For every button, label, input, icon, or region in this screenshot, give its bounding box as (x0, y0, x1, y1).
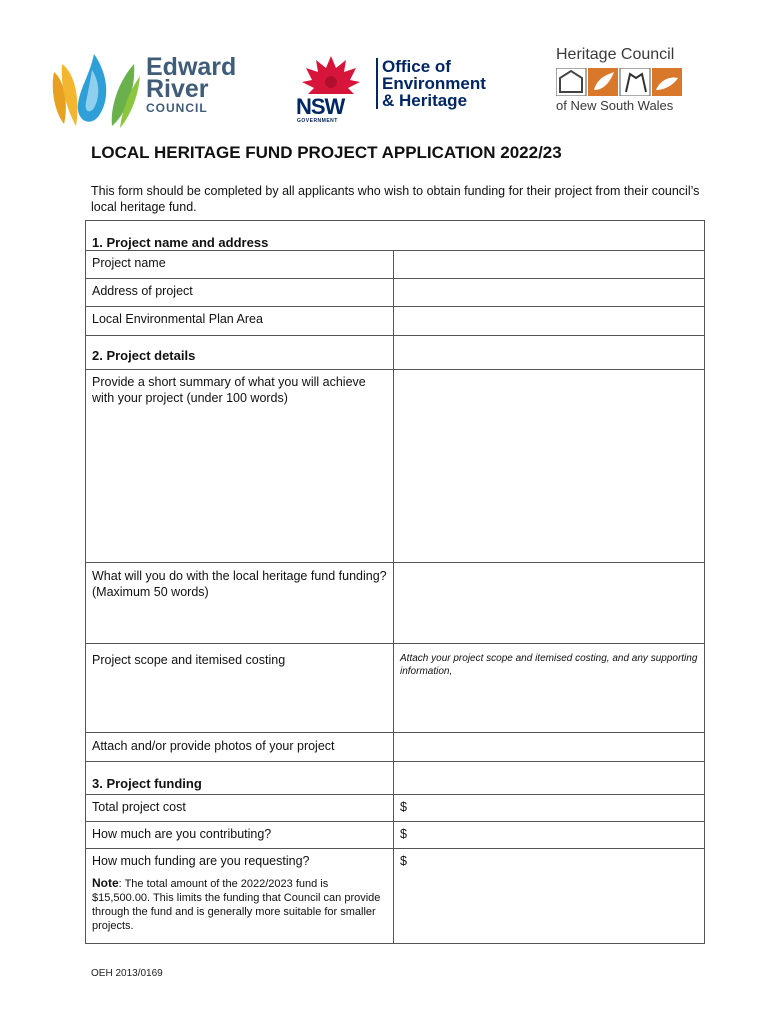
heritage-motifs-icon (556, 68, 684, 96)
section1-header-row (86, 221, 705, 251)
nsw-wordmark: NSW (296, 94, 345, 119)
lep-area-field[interactable] (394, 307, 705, 336)
note-label: Note (92, 876, 119, 890)
address-field[interactable] (394, 279, 705, 307)
lep-area-label: Local Environmental Plan Area (86, 307, 394, 336)
application-form (85, 220, 705, 944)
project-name-row (86, 251, 705, 279)
document-code: OEH 2013/0169 (91, 968, 163, 979)
intro-paragraph: This form should be completed by all applicants who wish to obtain funding for their project from their council’s local heritage fund. (91, 184, 700, 214)
funding-use-label: What will you do with the local heritage fund funding? (Maximum 50 words) (86, 563, 394, 644)
funding-use-row (86, 563, 705, 644)
photos-label: Attach and/or provide photos of your project (86, 733, 394, 762)
section3-header-blank (394, 762, 705, 795)
section1-heading: 1. Project name and address (86, 221, 705, 251)
nsw-oeh-logo (296, 54, 496, 134)
summary-field[interactable] (394, 370, 705, 563)
section2-header-blank (394, 336, 705, 370)
edward-river-leaf-icon (46, 52, 142, 132)
total-cost-field[interactable]: $ (394, 795, 705, 822)
edward-river-line2: River (146, 75, 209, 103)
edward-river-line1: Edward (146, 53, 237, 81)
funding-use-field[interactable] (394, 563, 705, 644)
total-cost-label: Total project cost (86, 795, 394, 822)
summary-row (86, 370, 705, 563)
request-row (86, 849, 705, 944)
photos-field[interactable] (394, 733, 705, 762)
section2-heading: 2. Project details (86, 336, 394, 370)
contribution-row (86, 822, 705, 849)
oeh-line3: & Heritage (382, 91, 468, 110)
note-text: : The total amount of the 2022/2023 fund is $15,500.00. This limits the funding that Council can provide through the fund and is generally more suitable for smaller projects. (92, 878, 381, 932)
address-label: Address of project (86, 279, 394, 307)
total-cost-row (86, 795, 705, 822)
waratah-flower-icon (296, 54, 366, 94)
heritage-council-subtitle: of New South Wales (556, 98, 674, 113)
nsw-government-text: GOVERNMENT (297, 118, 338, 124)
heritage-council-logo (556, 46, 686, 122)
request-field[interactable]: $ (394, 849, 705, 944)
contribution-field[interactable]: $ (394, 822, 705, 849)
request-label: How much funding are you requesting? (92, 854, 310, 868)
document-title: LOCAL HERITAGE FUND PROJECT APPLICATION 2022/23 (91, 143, 562, 162)
request-cell (86, 849, 394, 944)
scope-field[interactable]: Attach your project scope and itemised costing, and any supporting information, (394, 644, 705, 733)
lep-area-row (86, 307, 705, 336)
edward-river-council-logo (46, 52, 256, 132)
scope-row (86, 644, 705, 733)
heritage-council-title: Heritage Council (556, 46, 675, 63)
photos-row (86, 733, 705, 762)
section3-heading: 3. Project funding (86, 762, 394, 795)
summary-label: Provide a short summary of what you will achieve with your project (under 100 words) (86, 370, 394, 563)
project-name-field[interactable] (394, 251, 705, 279)
section2-header-row (86, 336, 705, 370)
logo-bar (0, 40, 770, 130)
section3-header-row (86, 762, 705, 795)
project-name-label: Project name (86, 251, 394, 279)
oeh-line2: Environment (382, 74, 486, 93)
scope-label: Project scope and itemised costing (86, 644, 394, 733)
oeh-line1: Office of (382, 57, 451, 76)
contribution-label: How much are you contributing? (86, 822, 394, 849)
edward-river-line3: COUNCIL (146, 101, 208, 115)
address-row (86, 279, 705, 307)
oeh-wordmark (376, 58, 486, 109)
funding-note (92, 876, 387, 933)
